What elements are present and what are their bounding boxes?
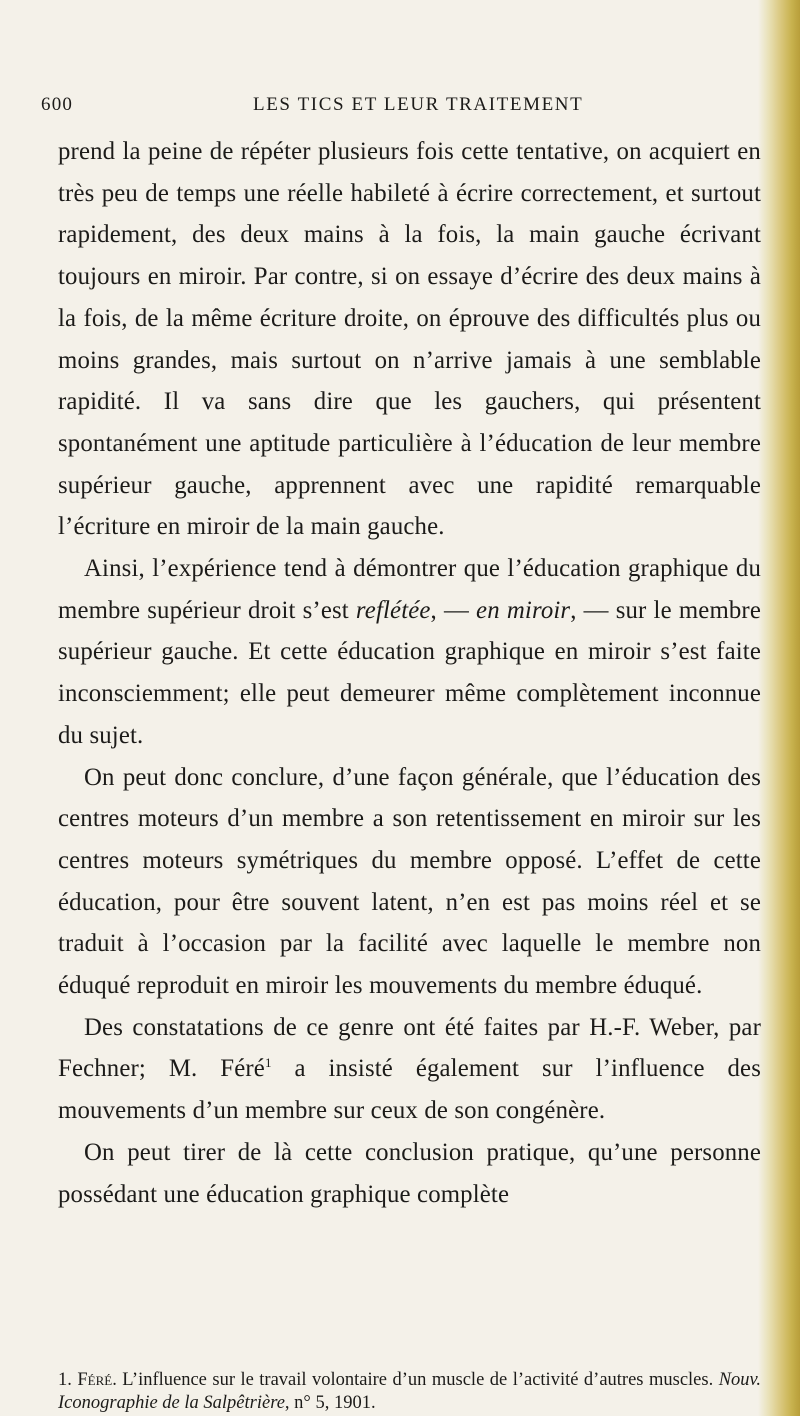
paragraph-4	[58, 1007, 761, 1132]
footnote-reference: 1	[264, 1055, 272, 1071]
paragraph-5: On peut tirer de là cette conclusion pratique, qu’une personne possédant une éducation graphique complète	[58, 1138, 761, 1208]
page-number: 600	[41, 94, 74, 115]
footnote-text-a: . L’influence sur le travail volontaire d’un muscle de l’activité d’autres muscles.	[112, 1370, 719, 1390]
paragraph-1: prend la peine de répéter plusieurs fois cette tentative, on acquiert en très peu de temps une réelle habileté à écrire correctement, et surtout rapidement, des deux mains à la fois, la main gauche écrivant toujours en miroir. Par contre, si on essaye d’écrire des deux mains à la fois, de la même écriture droite, on éprouve des difficultés plus ou moins grandes, mais surtout on n’arrive jamais à une semblable rapidité. Il va sans dire que les gauchers, qui présentent spontanément une aptitude particulière à l’éducation de leur membre supérieur gauche, apprennent avec une rapidité remarquable l’écriture en miroir de la main gauche.	[58, 138, 761, 541]
paragraph-2-text-c: , —	[430, 596, 477, 624]
footnote-journal: Nouv. Iconographie de la Salpêtrière	[58, 1370, 761, 1413]
page-edge	[758, 0, 800, 1416]
paragraph-4-text-a: Des constatations de ce genre ont été faites par H.-F. Weber, par Fechner; M. Féré	[58, 1013, 761, 1083]
footnote-author: Féré	[77, 1370, 113, 1390]
page-header	[41, 94, 761, 124]
paragraph-2	[58, 548, 761, 757]
footnote-text-b: , n° 5, 1901.	[284, 1393, 376, 1413]
paragraph-2-italic-mirror: en miroir	[476, 596, 571, 624]
body-text	[58, 131, 761, 1215]
paragraph-2-text-a: Ainsi, l’expérience tend à démontrer que l’éducation graphique du membre supérieur droit s’est	[58, 555, 761, 624]
footnote-number: 1.	[58, 1370, 72, 1390]
paragraph-2-text-e: , — sur le membre supérieur gauche. Et cette éducation graphique en miroir s’est faite inconsciemment; elle peut demeurer même complètement inconnue du sujet.	[58, 596, 761, 749]
footnote	[58, 1369, 761, 1415]
paragraph-4-text-b: a insisté également sur l’influence des mouvements d’un membre sur ceux de son congénère.	[58, 1055, 762, 1125]
paragraph-3: On peut donc conclure, d’une façon générale, que l’éducation des centres moteurs d’un membre a son retentissement en miroir sur les centres moteurs symétriques du membre opposé. L’effet de cette éducation, pour être souvent latent, n’en est pas moins réel et se traduit à l’occasion par la facilité avec laquelle le membre non éduqué reproduit en miroir les mouvements du membre éduqué.	[58, 763, 761, 1000]
running-head: LES TICS ET LEUR TRAITEMENT	[253, 94, 584, 115]
paragraph-2-italic-reflected: reflétée	[355, 596, 431, 624]
